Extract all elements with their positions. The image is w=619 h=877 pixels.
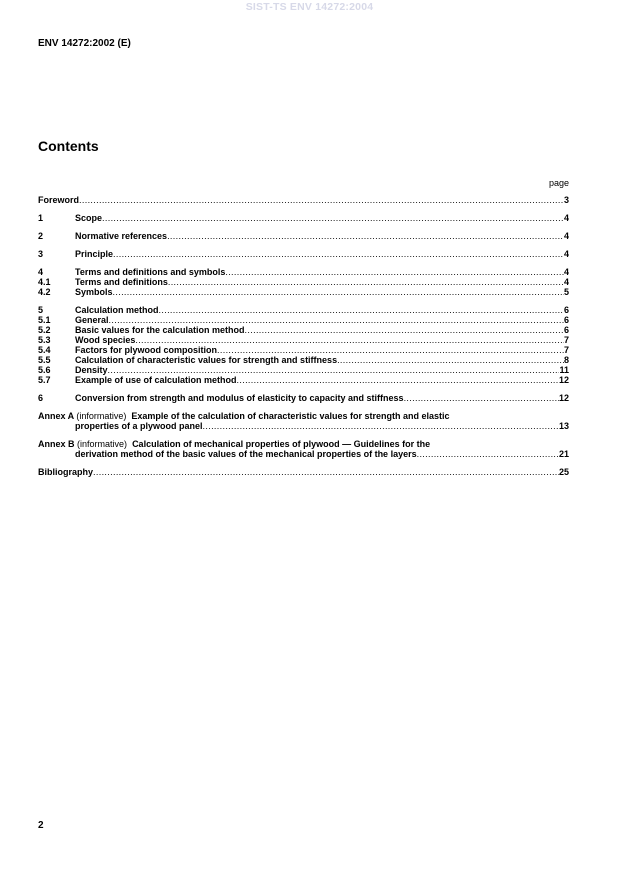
- toc-entry-title: Example of use of calculation method: [75, 375, 237, 385]
- toc-entry-number: 4.2: [38, 287, 51, 297]
- toc-entry-foreword[interactable]: [38, 195, 569, 205]
- toc-entry-characteristic-values[interactable]: [38, 355, 569, 365]
- annex-label: Annex B: [38, 439, 75, 449]
- toc-entry-page: 4: [563, 277, 569, 287]
- toc-entry-title: Normative references: [75, 231, 168, 241]
- document-id-header: ENV 14272:2002 (E): [38, 38, 131, 49]
- toc-entry-title-line1: Calculation of mechanical properties of plywood — Guidelines for the: [132, 439, 431, 449]
- toc-entry-page: 4: [563, 231, 569, 241]
- toc-entry-title-line2: properties of a plywood panel: [75, 421, 203, 431]
- toc-entry-page: 7: [563, 335, 569, 345]
- toc-entry-annex-a[interactable]: [38, 411, 569, 431]
- toc-entry-title: Factors for plywood composition: [75, 345, 218, 355]
- watermark: SIST-TS ENV 14272:2004: [245, 1, 374, 13]
- toc-entry-title: Calculation of characteristic values for strength and stiffness: [75, 355, 338, 365]
- toc-entry-page: 5: [563, 287, 569, 297]
- toc-entry-title: Bibliography: [38, 467, 94, 477]
- toc-entry-title: Conversion from strength and modulus of elasticity to capacity and stiffness: [75, 393, 404, 403]
- toc-entry-page: 6: [563, 315, 569, 325]
- toc-entry-density[interactable]: [38, 365, 569, 375]
- toc-entry-page: 4: [563, 267, 569, 277]
- toc-entry-title: Terms and definitions and symbols: [75, 267, 226, 277]
- page-column-label: page: [548, 178, 569, 188]
- toc-entry-terms-and-symbols[interactable]: [38, 267, 569, 277]
- toc-entry-page: 11: [559, 365, 569, 375]
- toc-entry-page: 21: [558, 449, 569, 459]
- toc-entry-title-line2: derivation method of the basic values of the mechanical properties of the layers: [75, 449, 417, 459]
- toc-entry-page: 4: [563, 249, 569, 259]
- toc-entry-plywood-composition[interactable]: [38, 345, 569, 355]
- toc-entry-title: Wood species: [75, 335, 136, 345]
- toc-entry-page: 6: [563, 325, 569, 335]
- page-title: Contents: [38, 138, 99, 154]
- toc-entry-title: Principle: [75, 249, 114, 259]
- toc-entry-basic-values[interactable]: [38, 325, 569, 335]
- toc-entry-number: 3: [38, 249, 44, 259]
- toc-entry-title: Basic values for the calculation method: [75, 325, 245, 335]
- toc-entry-number: 5.6: [38, 365, 51, 375]
- toc-entry-scope[interactable]: [38, 213, 569, 223]
- toc-entry-number: 5.7: [38, 375, 51, 385]
- toc-entry-symbols[interactable]: [38, 287, 569, 297]
- toc-entry-number: 4: [38, 267, 44, 277]
- toc-entry-number: 5.5: [38, 355, 51, 365]
- toc-entry-number: 4.1: [38, 277, 51, 287]
- toc-entry-page: 12: [558, 375, 569, 385]
- table-of-contents: [38, 195, 569, 477]
- toc-entry-page: 13: [558, 421, 569, 431]
- toc-entry-page: 6: [563, 305, 569, 315]
- toc-entry-annex-b[interactable]: [38, 439, 569, 459]
- page-number: 2: [38, 820, 44, 831]
- toc-entry-number: 5.2: [38, 325, 51, 335]
- toc-entry-title: Foreword: [38, 195, 80, 205]
- toc-entry-title: Scope: [75, 213, 103, 223]
- toc-entry-calculation-method[interactable]: [38, 305, 569, 315]
- toc-entry-number: 5.1: [38, 315, 51, 325]
- toc-entry-general[interactable]: [38, 315, 569, 325]
- toc-entry-title: Symbols: [75, 287, 113, 297]
- toc-entry-number: 2: [38, 231, 44, 241]
- toc-entry-number: 5: [38, 305, 44, 315]
- toc-entry-conversion[interactable]: [38, 393, 569, 403]
- annex-label: Annex A: [38, 411, 74, 421]
- toc-entry-number: 6: [38, 393, 44, 403]
- toc-entry-page: 7: [563, 345, 569, 355]
- toc-entry-wood-species[interactable]: [38, 335, 569, 345]
- toc-entry-title: Terms and definitions: [75, 277, 168, 287]
- toc-entry-page: 12: [558, 393, 569, 403]
- annex-qualifier: (informative): [76, 411, 127, 421]
- annex-qualifier: (informative): [77, 439, 128, 449]
- toc-entry-page: 25: [558, 467, 569, 477]
- toc-entry-terms-and-definitions[interactable]: [38, 277, 569, 287]
- toc-entry-principle[interactable]: [38, 249, 569, 259]
- toc-entry-title: General: [75, 315, 109, 325]
- toc-entry-title-line1: Example of the calculation of characteristic values for strength and elastic: [131, 411, 450, 421]
- toc-entry-normative-references[interactable]: [38, 231, 569, 241]
- toc-entry-page: 8: [563, 355, 569, 365]
- toc-entry-page: 4: [563, 213, 569, 223]
- toc-entry-number: 1: [38, 213, 44, 223]
- toc-entry-title: Density: [75, 365, 108, 375]
- toc-entry-title: Calculation method: [75, 305, 159, 315]
- toc-entry-number: 5.4: [38, 345, 51, 355]
- toc-entry-example-calculation[interactable]: [38, 375, 569, 385]
- toc-entry-page: 3: [563, 195, 569, 205]
- toc-entry-number: 5.3: [38, 335, 51, 345]
- toc-entry-bibliography[interactable]: [38, 467, 569, 477]
